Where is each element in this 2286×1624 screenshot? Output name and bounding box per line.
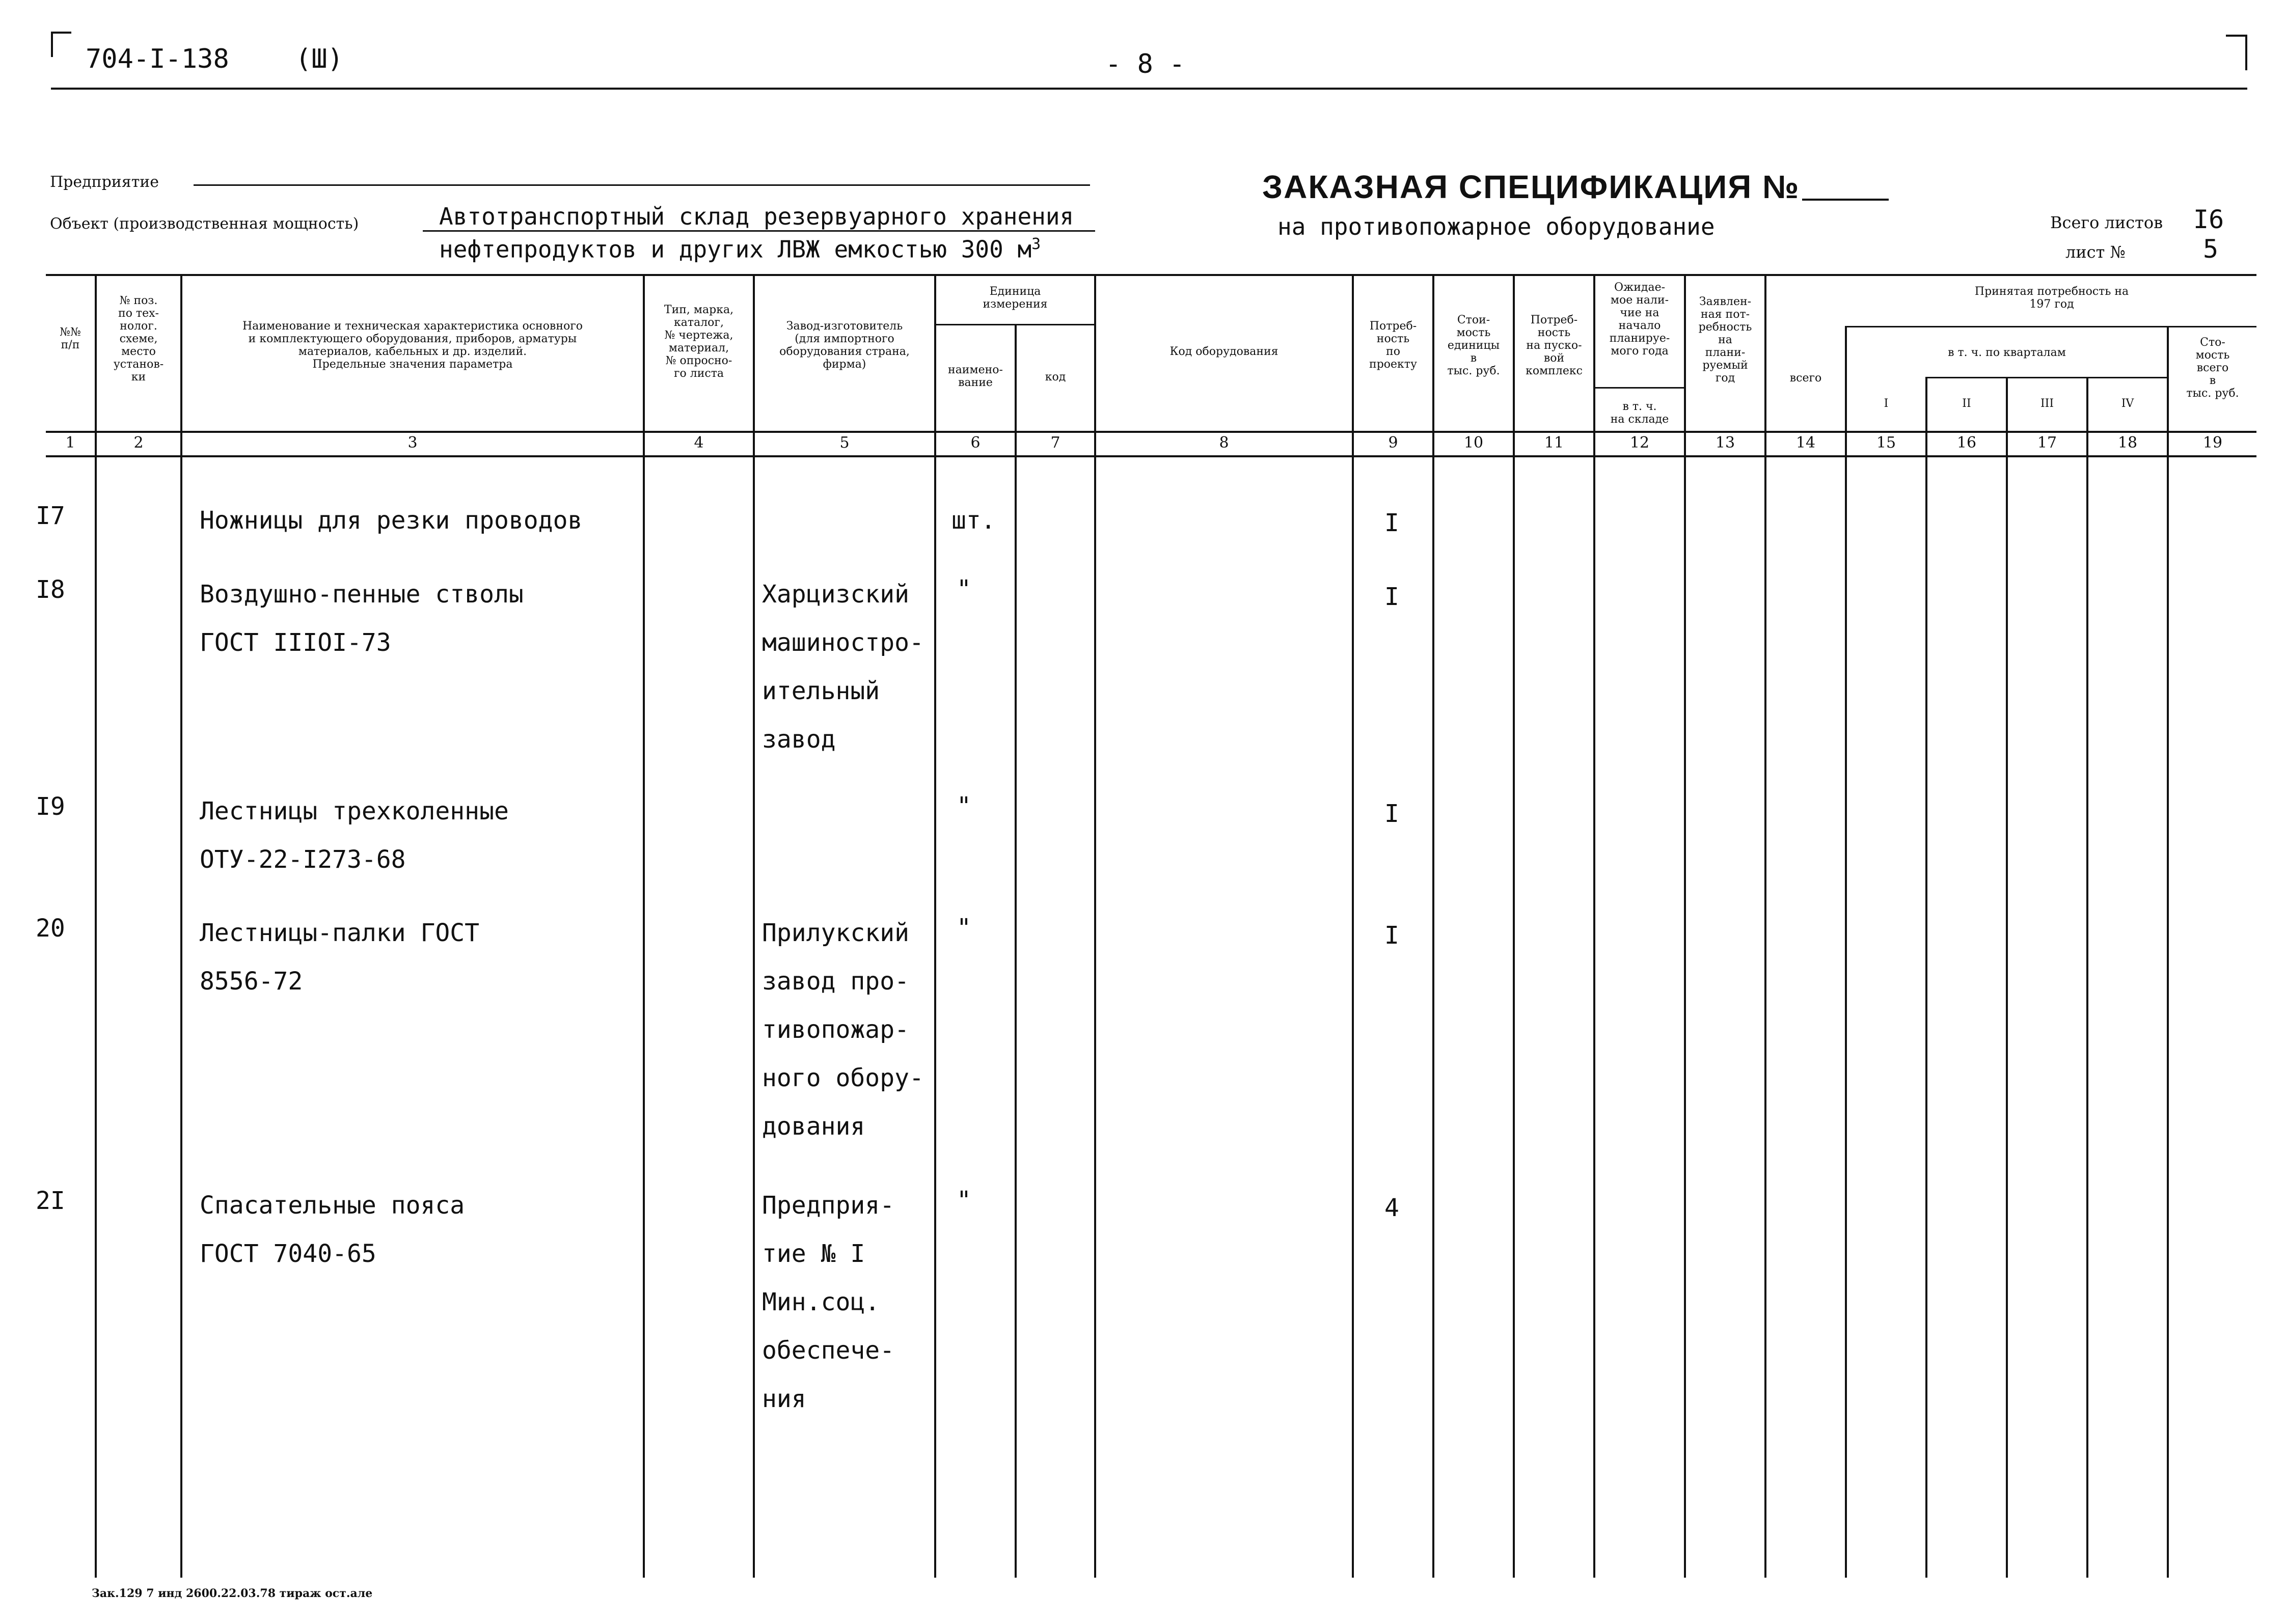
header-bottom-border <box>46 431 2256 433</box>
column-number: 12 <box>1629 434 1650 452</box>
header-accepted-group: Принятая потребность на 197 год <box>1974 285 2129 311</box>
column-number: 8 <box>1219 434 1229 452</box>
column-number: 7 <box>1050 434 1060 452</box>
col-line-p <box>2006 377 2008 1578</box>
header-in-warehouse: в т. ч. на складе <box>1610 400 1669 426</box>
row-number: I7 <box>36 502 65 530</box>
column-number: 6 <box>970 434 981 452</box>
header-total: всего <box>1789 372 1822 384</box>
column-number: 13 <box>1715 434 1735 452</box>
col-line-i <box>1432 274 1434 1578</box>
enterprise-underline <box>194 184 1090 186</box>
item-manufacturer: Харцизский машиностро- ительный завод <box>762 580 924 754</box>
col-line-g <box>1094 274 1096 1578</box>
stock-rule <box>1593 387 1684 389</box>
column-number: 4 <box>694 434 704 452</box>
column-number: 1 <box>65 434 75 452</box>
header-q4: IV <box>2121 397 2134 410</box>
spec-number-underline <box>1802 199 1889 201</box>
header-expected-stock: Ожидае- мое нали- чие на начало планируе- мого года <box>1609 281 1670 357</box>
header-project-need: Потреб- ность по проекту <box>1369 320 1417 371</box>
col-line-k <box>1593 274 1595 1578</box>
item-qty: I <box>1384 583 1399 611</box>
accepted-group-rule <box>1845 326 2256 327</box>
item-name: Спасательные пояса ГОСТ 7040-65 <box>200 1191 465 1268</box>
header-q2: II <box>1962 397 1971 410</box>
object-line-2-text: нефтепродуктов и других ЛВЖ емкостью 300 м <box>439 235 1032 263</box>
header-position: № поз. по тех- нолог. схеме, место установ- ки <box>113 294 164 383</box>
col-line-j <box>1513 274 1515 1578</box>
item-qty: I <box>1384 921 1399 950</box>
header-row-no: №№ п/п <box>60 326 81 351</box>
item-qty: I <box>1384 509 1399 537</box>
spec-title: ЗАКАЗНАЯ СПЕЦИФИКАЦИЯ № <box>1262 169 1800 205</box>
unit-group-rule <box>934 324 1094 325</box>
item-qty: 4 <box>1384 1194 1399 1222</box>
quarters-rule <box>1925 377 2167 378</box>
column-number: 18 <box>2117 434 2138 452</box>
item-qty: I <box>1384 800 1399 828</box>
item-unit: " <box>957 792 971 820</box>
col-line-n <box>1845 326 1847 1578</box>
header-name: Наименование и техническая характеристика основного и комплектующего оборудования, приборов, арматуры материалов, кабельных и др. изделий. Предельные значения параметра <box>242 320 583 371</box>
column-number-bottom-border <box>46 455 2256 457</box>
col-line-l <box>1684 274 1686 1578</box>
sheet-no: 5 <box>2203 234 2219 264</box>
object-line-2 <box>439 235 1041 263</box>
header-q1: I <box>1884 397 1889 410</box>
item-manufacturer: Предприя- тие № I Мин.соц. обеспече- ния <box>762 1191 895 1413</box>
item-manufacturer: Прилукский завод про- тивопожар- ного обору- дования <box>762 919 924 1141</box>
corner-mark-right <box>2245 35 2247 70</box>
col-line-q <box>2086 377 2088 1578</box>
spec-subtitle: на противопожарное оборудование <box>1277 213 1715 240</box>
row-number: 2I <box>36 1187 65 1215</box>
sheets-total: I6 <box>2193 205 2224 234</box>
col-line-d <box>753 274 755 1578</box>
col-line-m <box>1764 274 1766 1578</box>
table-top-border <box>46 274 2256 276</box>
column-number: 15 <box>1876 434 1896 452</box>
print-imprint: Зак.129 7 инд 2600.22.03.78 тираж ост.але <box>92 1587 373 1600</box>
header-unit-name: наимено- вание <box>948 364 1003 389</box>
header-unit-cost: Стои- мость единицы в тыс. руб. <box>1447 314 1500 377</box>
col-line-h <box>1352 274 1354 1578</box>
item-name: Лестницы трехколенные ОТУ-22-I273-68 <box>200 797 509 874</box>
col-line-f <box>1015 324 1017 1578</box>
item-name: Воздушно-пенные стволы ГОСТ IIIOI-73 <box>200 580 524 657</box>
column-number: 16 <box>1956 434 1977 452</box>
item-unit: " <box>957 575 971 603</box>
row-number: I9 <box>36 792 65 821</box>
col-line-e <box>934 274 936 1578</box>
column-number: 14 <box>1795 434 1816 452</box>
header-total-cost: Сто- мость всего в тыс. руб. <box>2186 336 2239 400</box>
header-unit-code: код <box>1045 371 1066 383</box>
col-line-b <box>180 274 182 1578</box>
header-unit-group: Единица измерения <box>983 285 1048 311</box>
col-line-c <box>643 274 645 1578</box>
column-number: 9 <box>1388 434 1398 452</box>
header-quarters: в т. ч. по кварталам <box>1948 346 2066 359</box>
column-number: 11 <box>1544 434 1564 452</box>
column-number: 19 <box>2202 434 2223 452</box>
sheets-total-label: Всего листов <box>2050 213 2163 232</box>
object-line-2-sup: 3 <box>1031 235 1041 253</box>
corner-mark-left-top <box>51 32 71 34</box>
header-declared-need: Заявлен- ная пот- ребность на плани- руемый год <box>1698 295 1752 384</box>
document-series: (Ш) <box>295 44 343 74</box>
column-number: 5 <box>839 434 850 452</box>
sheet-no-label: лист № <box>2065 242 2126 262</box>
item-name: Ножницы для резки проводов <box>200 506 583 535</box>
col-line-a <box>95 274 97 1578</box>
object-underline <box>423 230 1095 232</box>
column-number: 10 <box>1463 434 1484 452</box>
page-number: - 8 - <box>1105 49 1185 79</box>
item-name: Лестницы-палки ГОСТ 8556-72 <box>200 919 480 996</box>
header-equipment-code: Код оборудования <box>1169 345 1278 358</box>
item-unit: " <box>957 914 971 942</box>
column-number: 17 <box>2037 434 2057 452</box>
enterprise-label: Предприятие <box>50 173 159 191</box>
header-type: Тип, марка, каталог, № чертежа, материал, № опросно- го листа <box>664 304 734 380</box>
row-number: I8 <box>36 575 65 604</box>
column-number: 3 <box>407 434 418 452</box>
object-line-1: Автотранспортный склад резервуарного хранения <box>439 203 1074 230</box>
col-line-r <box>2167 326 2169 1578</box>
header-rule <box>51 88 2247 90</box>
corner-mark-right-top <box>2226 35 2247 37</box>
item-unit: шт. <box>951 506 996 535</box>
col-line-o <box>1925 377 1927 1578</box>
column-number: 2 <box>133 434 144 452</box>
object-label: Объект (производственная мощность) <box>50 215 359 233</box>
row-number: 20 <box>36 914 65 943</box>
header-startup-need: Потреб- ность на пуско- вой комплекс <box>1526 314 1583 377</box>
corner-mark-left <box>51 32 53 57</box>
header-q3: III <box>2040 397 2054 410</box>
document-code: 704-I-138 <box>86 44 229 74</box>
item-unit: " <box>957 1186 971 1215</box>
header-manufacturer: Завод-изготовитель (для импортного оборудования страна, фирма) <box>779 320 910 371</box>
